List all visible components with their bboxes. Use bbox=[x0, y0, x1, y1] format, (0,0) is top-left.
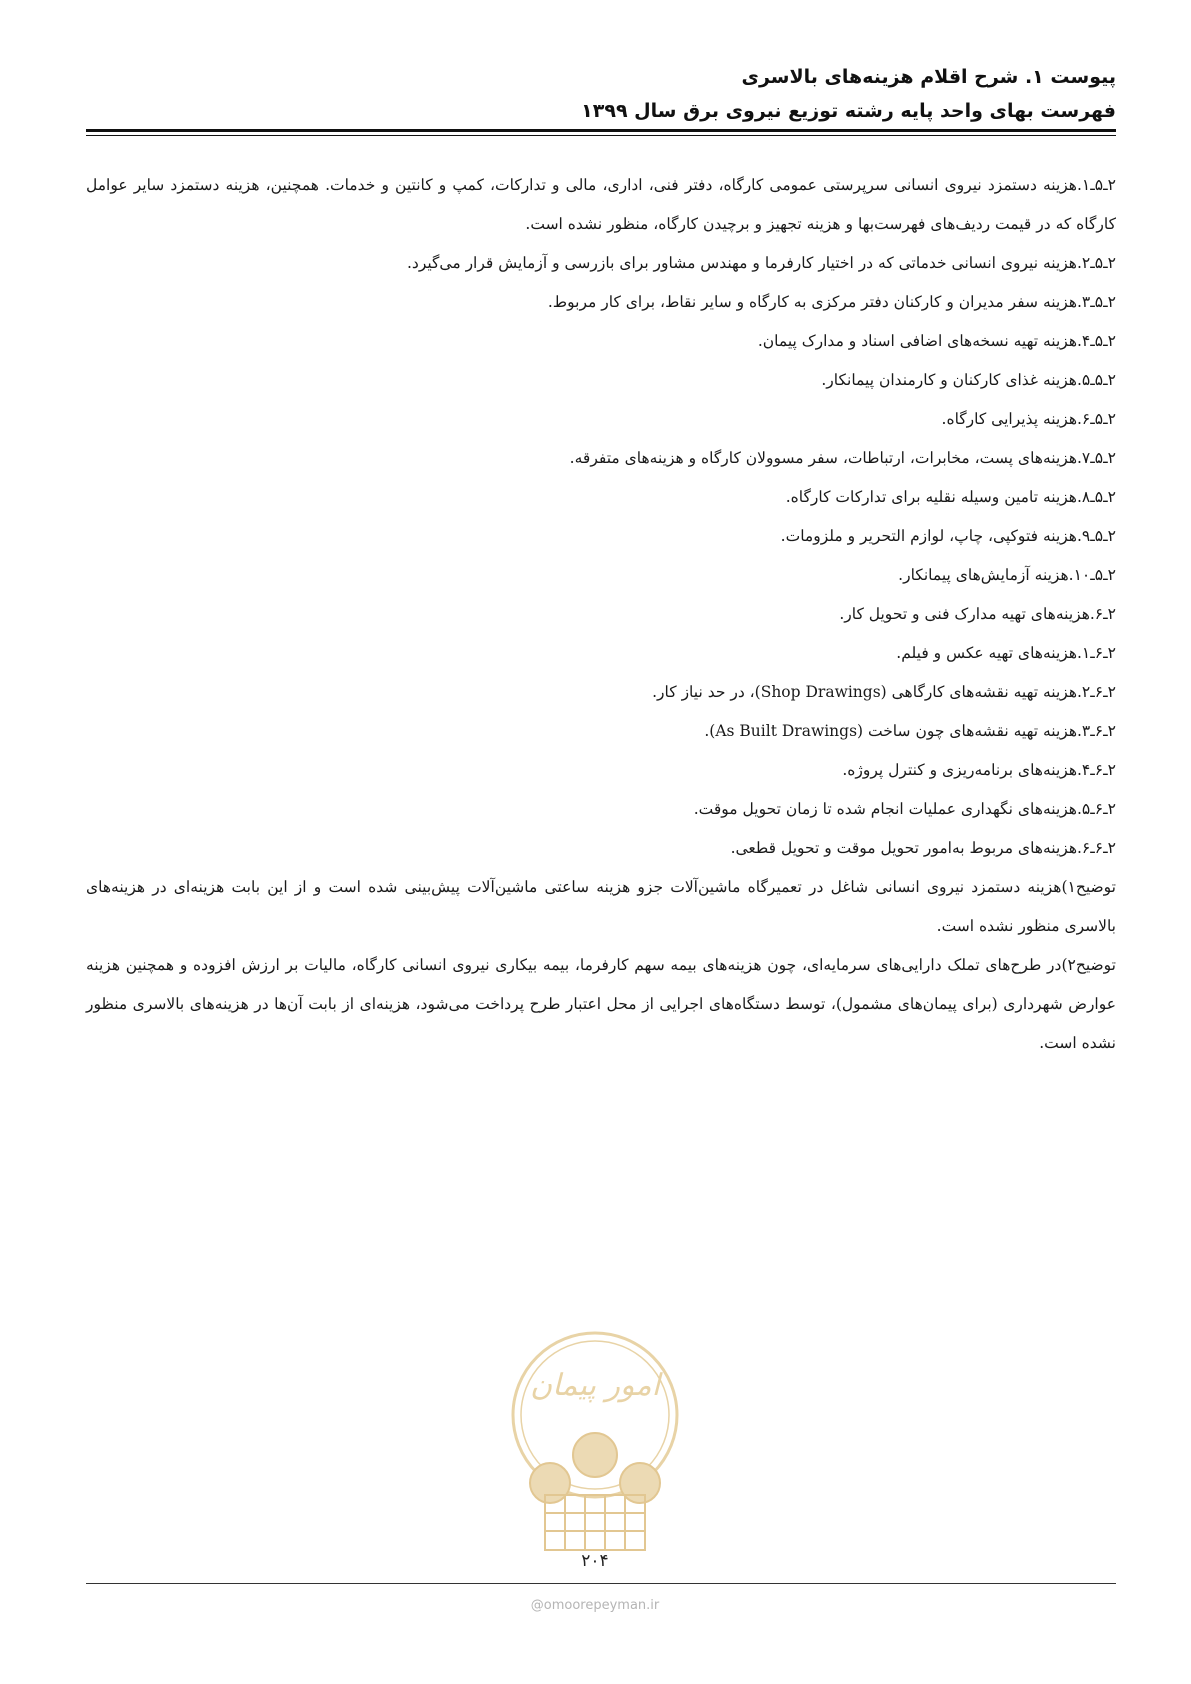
seal-lettering: امور پیمان bbox=[530, 1368, 660, 1403]
paragraph-2-5-3: ۲ـ۵ـ۳.هزینه سفر مدیران و کارکنان دفتر مرکزی به کارگاه و سایر نقاط، برای کار مربوط. bbox=[547, 293, 1116, 311]
header-title: پیوست ۱. شرح اقلام هزینه‌های بالاسری bbox=[741, 66, 1116, 88]
watermark-seal-icon bbox=[505, 1315, 685, 1575]
page-number: ۲۰۴ bbox=[581, 1551, 609, 1571]
paragraph-2-6-4: ۲ـ۶ـ۴.هزینه‌های برنامه‌ریزی و کنترل پروژه. bbox=[842, 761, 1116, 779]
paragraph-2-5-7: ۲ـ۵ـ۷.هزینه‌های پست، مخابرات، ارتباطات، سفر مسوولان کارگاه و هزینه‌های متفرقه. bbox=[569, 449, 1116, 467]
watermark-url: @omoorepeyman.ir bbox=[530, 1598, 660, 1613]
paragraph-2-5-10: ۲ـ۵ـ۱۰.هزینه آزمایش‌های پیمانکار. bbox=[898, 566, 1116, 584]
paragraph-2-6: ۲ـ۶.هزینه‌های تهیه مدارک فنی و تحویل کار. bbox=[839, 605, 1116, 623]
paragraph-2-5-4: ۲ـ۵ـ۴.هزینه تهیه نسخه‌های اضافی اسناد و مدارک پیمان. bbox=[757, 332, 1116, 350]
paragraph-2-6-1: ۲ـ۶ـ۱.هزینه‌های تهیه عکس و فیلم. bbox=[896, 644, 1116, 662]
paragraph-2-6-6: ۲ـ۶ـ۶.هزینه‌های مربوط به‌امور تحویل موقت و تحویل قطعی. bbox=[730, 839, 1116, 857]
paragraph-2-5-2: ۲ـ۵ـ۲.هزینه نیروی انسانی خدماتی که در اختیار کارفرما و مهندس مشاور برای بازرسی و آزمایش قرار می‌گیرد. bbox=[406, 254, 1116, 272]
paragraph-2-5-9: ۲ـ۵ـ۹.هزینه فتوکپی، چاپ، لوازم التحریر و ملزومات. bbox=[780, 527, 1116, 545]
paragraph-2-5-1: ۲ـ۵ـ۱.هزینه دستمزد نیروی انسانی سرپرستی عمومی کارگاه، دفتر فنی، اداری، مالی و تدارکات، کمپ و کانتین و خدمات. همچنین، هزینه دستمزد سایر عوامل کارگاه که در قیمت ردیف‌های فهرست‌بها و هزینه تجهیز و برچیدن کارگاه، منظور نشده است. bbox=[86, 176, 1116, 233]
header-subtitle: فهرست بهای واحد پایه رشته توزیع نیروی برق سال ۱۳۹۹ bbox=[581, 100, 1116, 122]
paragraph-2-6-3: ۲ـ۶ـ۳.هزینه تهیه نقشه‌های چون ساخت (As Built Drawings). bbox=[704, 722, 1116, 740]
note-1: توضیح۱)هزینه دستمزد نیروی انسانی شاغل در تعمیرگاه ماشین‌آلات جزو هزینه ساعتی ماشین‌آلات پیش‌بینی شده است و از این بابت هزینه‌ای در هزینه‌های بالاسری منظور نشده است. bbox=[86, 878, 1116, 935]
paragraph-2-5-5: ۲ـ۵ـ۵.هزینه غذای کارکنان و کارمندان پیمانکار. bbox=[821, 371, 1116, 389]
paragraph-2-6-5: ۲ـ۶ـ۵.هزینه‌های نگهداری عملیات انجام شده تا زمان تحویل موقت. bbox=[693, 800, 1116, 818]
note-2: توضیح۲)در طرح‌های تملک دارایی‌های سرمایه‌ای، چون هزینه‌های بیمه سهم کارفرما، بیمه بیکاری نیروی انسانی کارگاه، مالیات بر ارزش افزوده و همچنین هزینه عوارض شهرداری (برای پیمان‌های مشمول)، توسط دستگاه‌های اجرایی از محل اعتبار طرح پرداخت می‌شود، هزینه‌ای از بابت آن‌ها در هزینه‌های بالاسری منظور نشده است. bbox=[86, 956, 1116, 1052]
footer-rule bbox=[86, 1583, 1116, 1584]
paragraph-2-6-2: ۲ـ۶ـ۲.هزینه تهیه نقشه‌های کارگاهی (Shop Drawings)، در حد نیاز کار. bbox=[652, 683, 1116, 701]
body-text bbox=[86, 166, 1116, 1063]
paragraph-2-5-6: ۲ـ۵ـ۶.هزینه پذیرایی کارگاه. bbox=[941, 410, 1116, 428]
header-rule-thin bbox=[86, 135, 1116, 136]
page-header bbox=[86, 60, 1116, 128]
paragraph-2-5-8: ۲ـ۵ـ۸.هزینه تامین وسیله نقلیه برای تدارکات کارگاه. bbox=[785, 488, 1116, 506]
header-rule-thick bbox=[86, 129, 1116, 132]
